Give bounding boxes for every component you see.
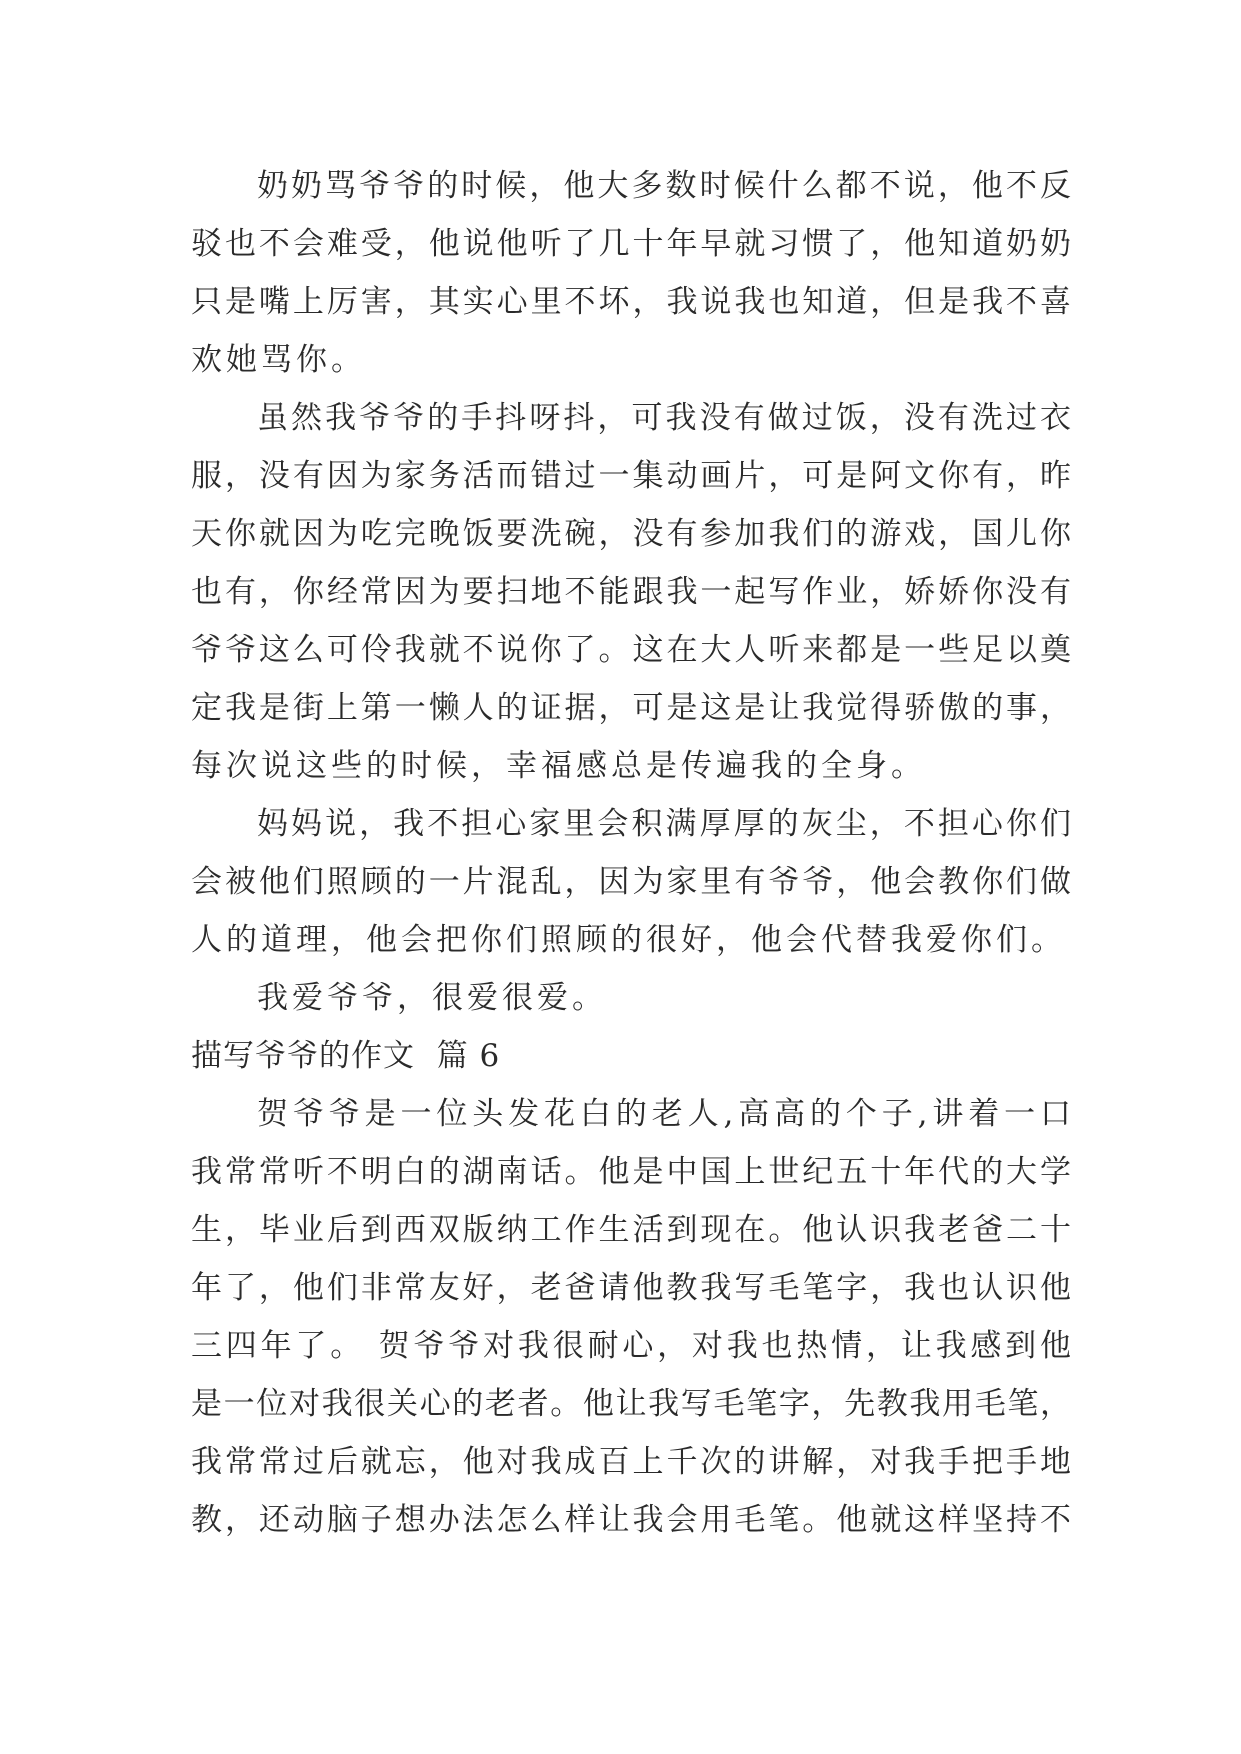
paragraph — [191, 1085, 1071, 1549]
text-line: 每次说这些的时候，幸福感总是传遍我的全身。 — [191, 748, 926, 784]
text-line: 我常常听不明白的湖南话。他是中国上世纪五十年代的大学 — [191, 1154, 1071, 1190]
text-line: 教，还动脑子想办法怎么样让我会用毛笔。他就这样坚持不 — [191, 1502, 1071, 1538]
document-body — [191, 157, 1071, 1549]
text-line: 只是嘴上厉害，其实心里不坏，我说我也知道，但是我不喜 — [191, 284, 1071, 320]
text-line: 服，没有因为家务活而错过一集动画片，可是阿文你有，昨 — [191, 458, 1071, 494]
text-line: 年了，他们非常友好，老爸请他教我写毛笔字，我也认识他 — [191, 1270, 1071, 1306]
paragraph — [191, 969, 1071, 1027]
text-line: 也有，你经常因为要扫地不能跟我一起写作业，娇娇你没有 — [191, 574, 1071, 610]
paragraph — [191, 389, 1071, 795]
text-line: 生，毕业后到西双版纳工作生活到现在。他认识我老爸二十 — [191, 1212, 1071, 1248]
paragraph — [191, 157, 1071, 389]
paragraph — [191, 795, 1071, 969]
text-line: 会被他们照顾的一片混乱，因为家里有爷爷，他会教你们做 — [191, 864, 1071, 900]
text-line: 贺爷爷是一位头发花白的老人,高高的个子,讲着一口 — [257, 1096, 1071, 1132]
text-line: 定我是街上第一懒人的证据，可是这是让我觉得骄傲的事， — [191, 690, 1071, 726]
text-line: 人的道理，他会把你们照顾的很好，他会代替我爱你们。 — [191, 922, 1066, 958]
text-line: 奶奶骂爷爷的时候，他大多数时候什么都不说，他不反 — [257, 168, 1071, 204]
text-line: 虽然我爷爷的手抖呀抖，可我没有做过饭，没有洗过衣 — [257, 400, 1071, 436]
text-line: 是一位对我很关心的老者。他让我写毛笔字，先教我用毛笔， — [191, 1386, 1071, 1422]
section-heading: 描写爷爷的作文 篇 6 — [191, 1038, 501, 1074]
text-line: 爷爷这么可伶我就不说你了。这在大人听来都是一些足以奠 — [191, 632, 1071, 668]
text-line: 欢她骂你。 — [191, 342, 366, 378]
text-line: 妈妈说，我不担心家里会积满厚厚的灰尘，不担心你们 — [257, 806, 1071, 842]
text-line: 驳也不会难受，他说他听了几十年早就习惯了，他知道奶奶 — [191, 226, 1071, 262]
text-line: 我爱爷爷，很爱很爱。 — [257, 980, 607, 1016]
text-line: 我常常过后就忘，他对我成百上千次的讲解，对我手把手地 — [191, 1444, 1071, 1480]
text-line: 三四年了。 贺爷爷对我很耐心，对我也热情，让我感到他 — [191, 1328, 1071, 1364]
text-line: 天你就因为吃完晚饭要洗碗，没有参加我们的游戏，国儿你 — [191, 516, 1071, 552]
